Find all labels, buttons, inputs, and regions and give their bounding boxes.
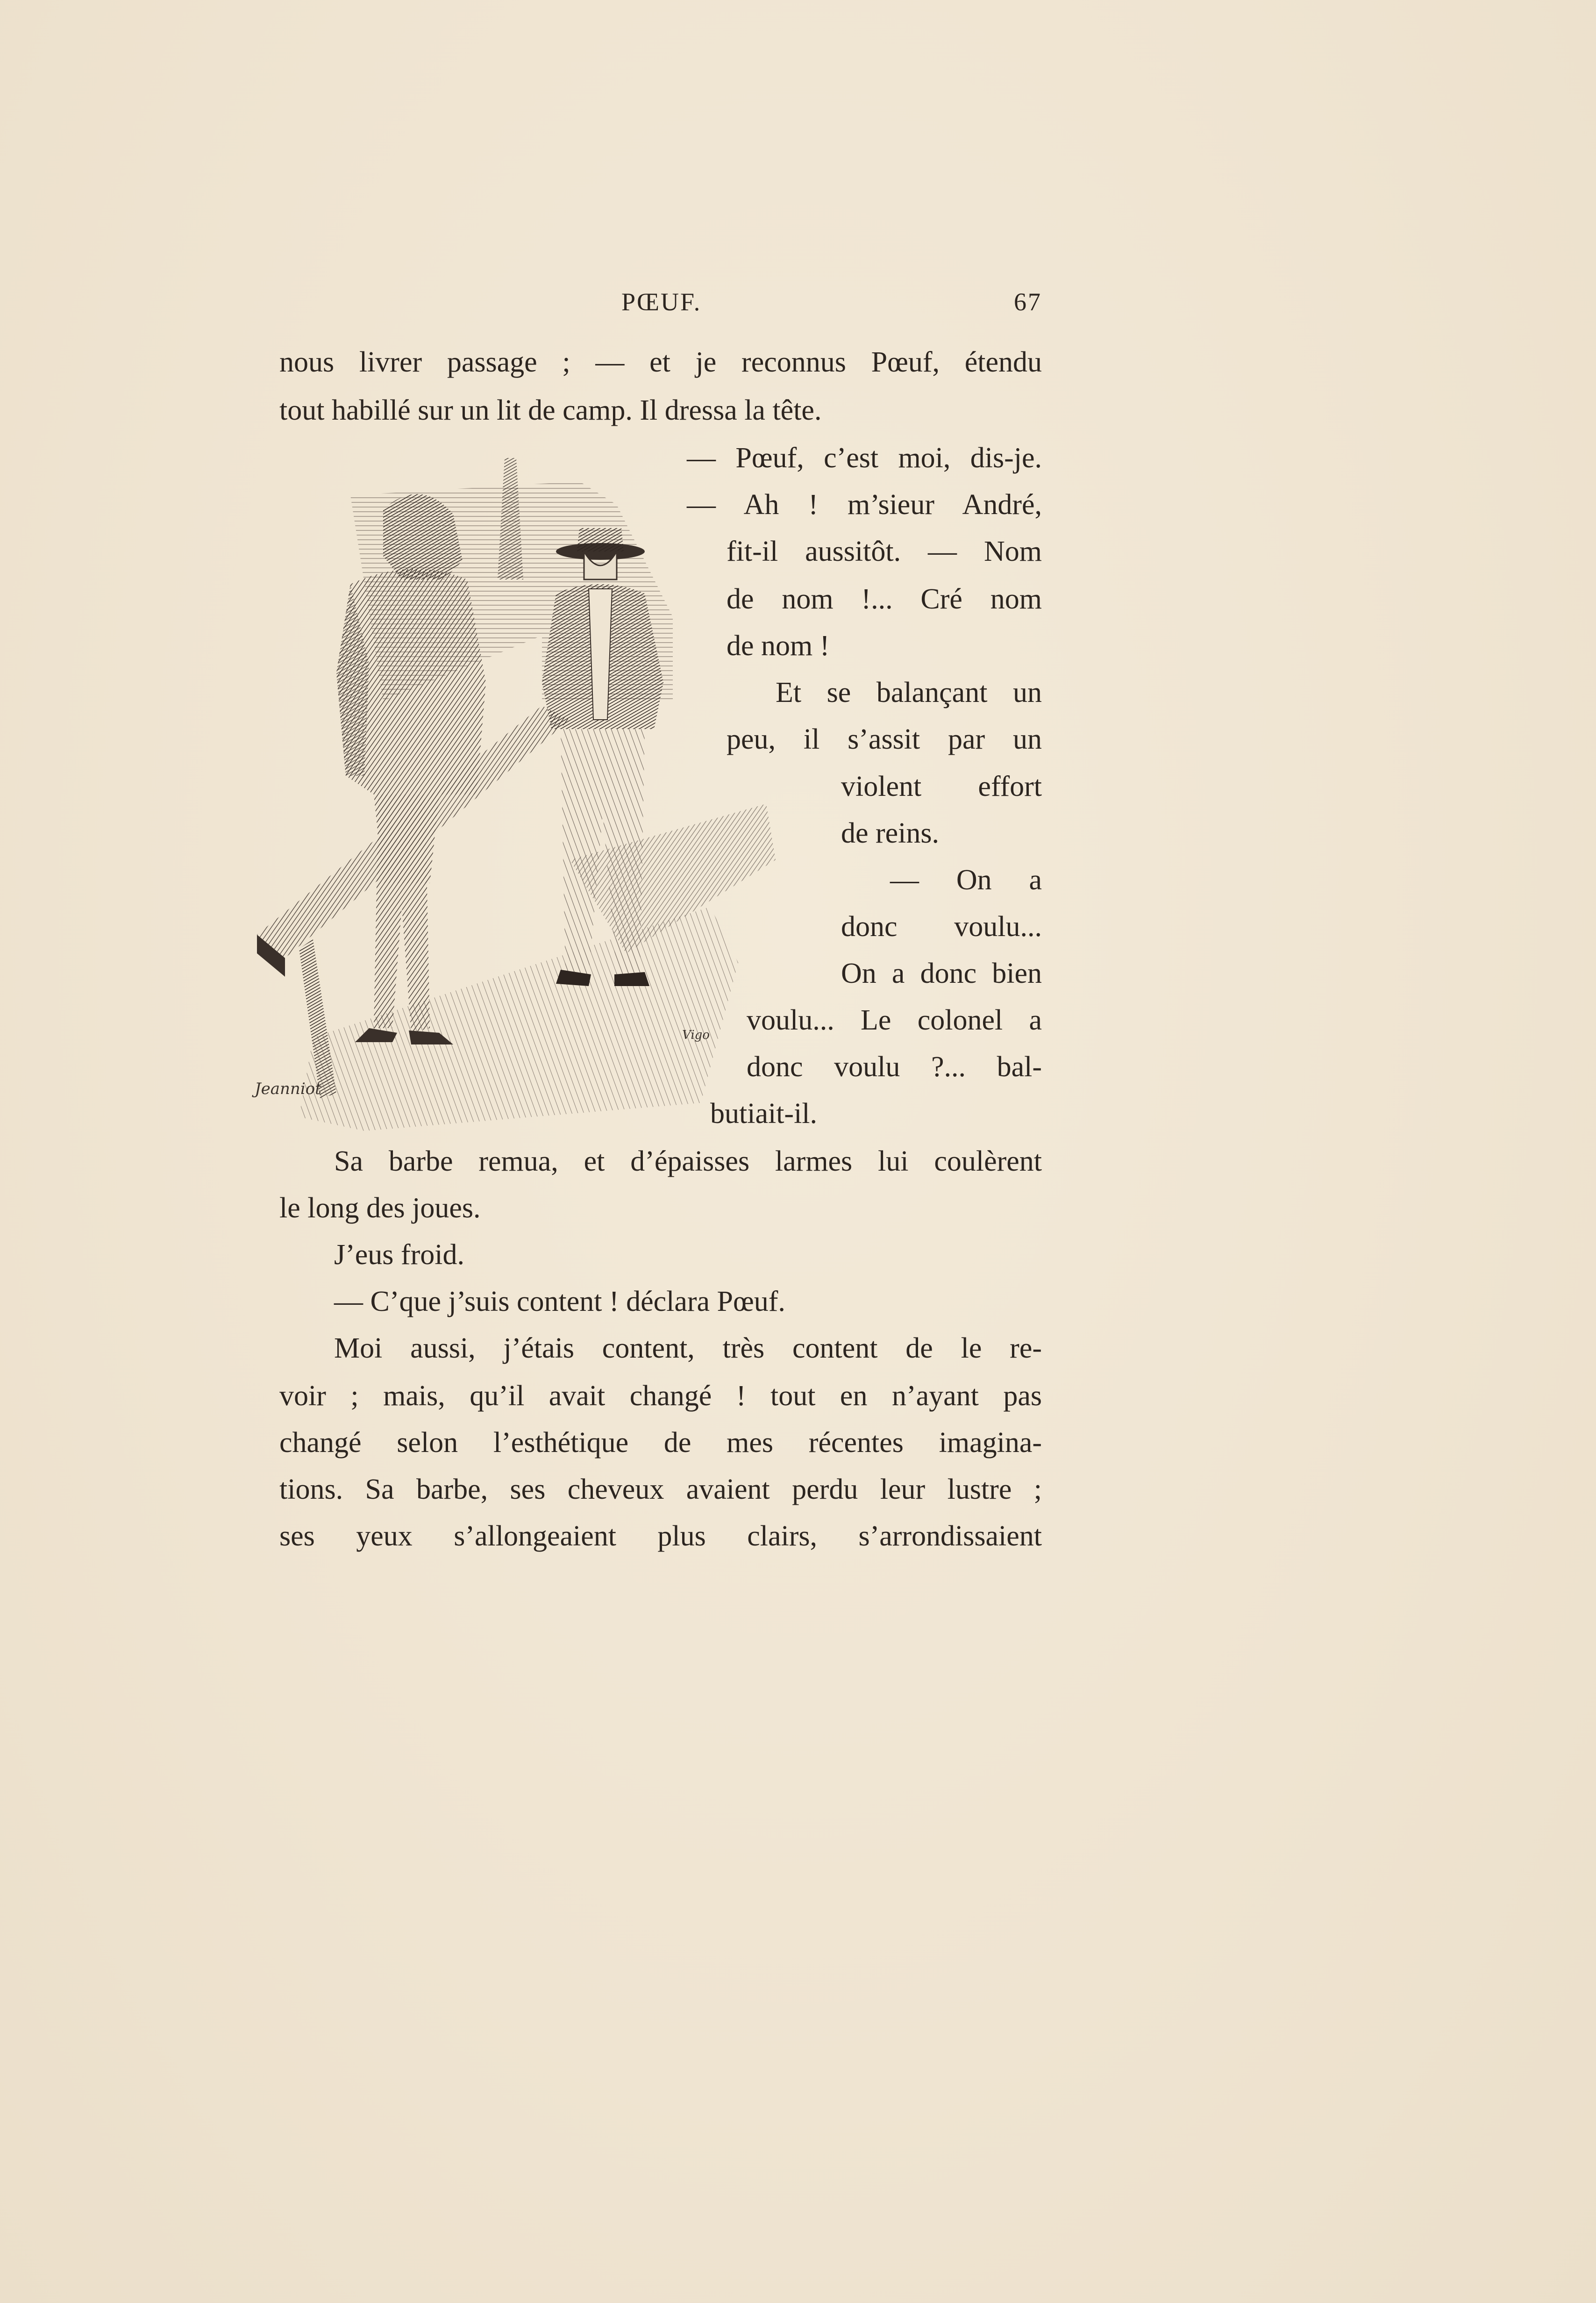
text-line: Sa barbe remua, et d’épaisses larmes lui coulèrent — [334, 1145, 1042, 1177]
engraver-signature: Vigo — [682, 1028, 710, 1042]
text-line: tout habillé sur un lit de camp. Il dressa la tête. — [279, 394, 822, 426]
text-line: voulu... Le colonel a — [747, 1004, 1042, 1036]
text-line: ses yeux s’allongeaient plus clairs, s’arrondissaient — [279, 1520, 1042, 1552]
page-number: 67 — [1014, 288, 1042, 316]
text-line: changé selon l’esthétique de mes récentes imagina- — [279, 1427, 1042, 1459]
text-line: nous livrer passage ; — et je reconnus Pœuf, étendu — [279, 346, 1042, 378]
text-line: de nom !... Cré nom — [727, 583, 1042, 615]
engraving-illustration — [243, 439, 794, 1150]
text-line: — Ah ! m’sieur André, — [687, 489, 1042, 521]
text-line: peu, il s’assit par un — [727, 723, 1042, 755]
text-line: fit-il aussitôt. — Nom — [727, 536, 1042, 567]
text-line: de reins. — [841, 817, 940, 849]
text-line: voir ; mais, qu’il avait changé ! tout en n’ayant pas — [279, 1380, 1042, 1412]
text-line: Moi aussi, j’étais content, très content de le re- — [334, 1332, 1042, 1364]
church-spire — [498, 458, 523, 579]
text-line: tions. Sa barbe, ses cheveux avaient perdu leur lustre ; — [279, 1473, 1042, 1505]
text-line: — On a — [890, 864, 1042, 896]
text-line: de nom ! — [727, 630, 830, 662]
text-line: On a donc bien — [841, 958, 1042, 989]
text-line: donc voulu ?... bal- — [747, 1051, 1042, 1083]
text-line: — C’que j’suis content ! déclara Pœuf. — [334, 1286, 785, 1317]
text-line: Et se balançant un — [776, 677, 1042, 708]
floor — [299, 907, 738, 1131]
running-title: PŒUF. — [621, 288, 702, 316]
text-line: butiait-il. — [710, 1098, 818, 1130]
text-line: le long des joues. — [279, 1192, 481, 1224]
artist-signature: Jeanniot — [255, 1080, 321, 1098]
text-line: donc voulu... — [841, 911, 1042, 943]
text-line: — Pœuf, c’est moi, dis-je. — [687, 442, 1042, 474]
text-line: J’eus froid. — [334, 1239, 464, 1271]
text-line: violent effort — [841, 771, 1042, 802]
